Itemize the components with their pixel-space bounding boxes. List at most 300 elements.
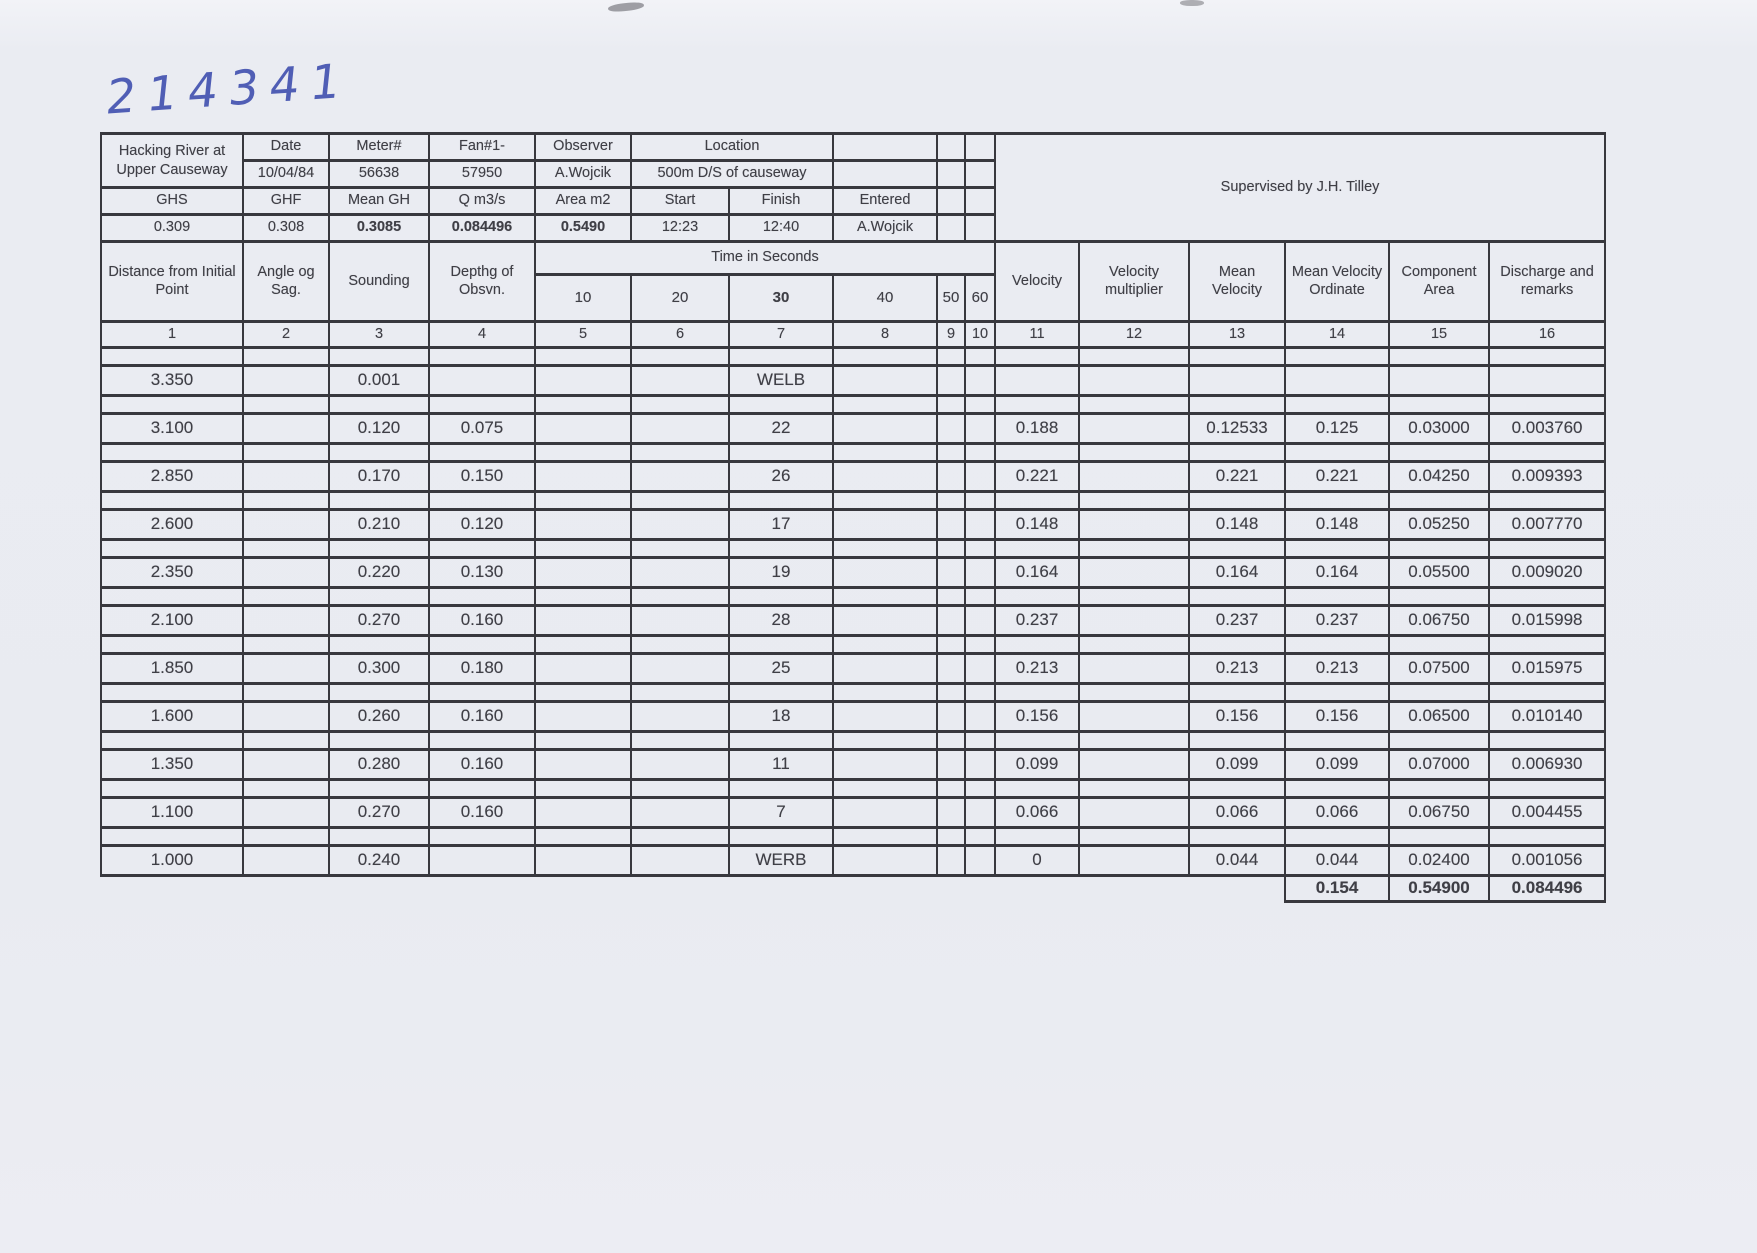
empty-cell: [1189, 492, 1285, 510]
col-number: 10: [965, 322, 995, 348]
cell-t40: [833, 750, 937, 780]
empty-cell: [243, 780, 329, 798]
empty-cell: [833, 444, 937, 462]
empty-cell: [429, 540, 535, 558]
empty-cell: [101, 444, 243, 462]
empty-cell: [995, 732, 1079, 750]
empty-cell: [1079, 396, 1189, 414]
measurement-row: [101, 654, 1605, 684]
empty-cell: [833, 780, 937, 798]
empty-cell: [1079, 828, 1189, 846]
cell-sounding: 0.240: [329, 846, 429, 876]
empty-cell: [1389, 588, 1489, 606]
cell-angle: [243, 750, 329, 780]
cell-distance: 1.850: [101, 654, 243, 684]
empty-cell: [995, 828, 1079, 846]
col-header-depth: Depthg of Obsvn.: [429, 242, 535, 322]
cell-component_area: 0.06500: [1389, 702, 1489, 732]
col-header-distance: Distance from Initial Point: [101, 242, 243, 322]
cell-angle: [243, 510, 329, 540]
entered-label: Entered: [833, 188, 937, 215]
cell-depth: [429, 366, 535, 396]
cell-t20: [631, 798, 729, 828]
cell-depth: 0.150: [429, 462, 535, 492]
cell-velocity: 0.099: [995, 750, 1079, 780]
cell-mean_velocity: 0.148: [1189, 510, 1285, 540]
cell-velocity: 0.156: [995, 702, 1079, 732]
cell-velocity: 0.066: [995, 798, 1079, 828]
empty-cell: [1285, 540, 1389, 558]
cell-distance: 3.350: [101, 366, 243, 396]
empty-cell: [429, 780, 535, 798]
cell-mean_velocity_ordinate: [1285, 366, 1389, 396]
cell-velocity_multiplier: [1079, 414, 1189, 444]
outside-table-area: [1189, 876, 1285, 902]
empty-cell: [937, 444, 965, 462]
time-tick-60: 60: [965, 275, 995, 322]
ghf-label: GHF: [243, 188, 329, 215]
empty-cell: [329, 588, 429, 606]
empty-cell: [729, 348, 833, 366]
outside-table-area: [429, 876, 535, 902]
empty-cell: [1489, 396, 1605, 414]
empty-cell: [965, 636, 995, 654]
empty-cell: [535, 684, 631, 702]
start-value: 12:23: [631, 215, 729, 242]
cell-component_area: 0.07000: [1389, 750, 1489, 780]
cell-t10: [535, 462, 631, 492]
cell-velocity: 0.213: [995, 654, 1079, 684]
cell-distance: 1.000: [101, 846, 243, 876]
cell-velocity: 0.148: [995, 510, 1079, 540]
empty-cell: [631, 444, 729, 462]
empty-cell: [1389, 780, 1489, 798]
empty-cell: [101, 780, 243, 798]
location-label: Location: [631, 134, 833, 161]
col-number: 13: [1189, 322, 1285, 348]
cell-mean_velocity: 0.12533: [1189, 414, 1285, 444]
empty-cell: [1285, 348, 1389, 366]
empty-cell: [833, 732, 937, 750]
cell-t20: [631, 846, 729, 876]
empty-cell: [729, 636, 833, 654]
scan-artifact: [608, 1, 645, 13]
empty-cell: [535, 492, 631, 510]
empty-cell: [1079, 636, 1189, 654]
cell-t10: [535, 702, 631, 732]
empty-cell: [1079, 684, 1189, 702]
empty-cell: [631, 540, 729, 558]
cell-t30: 26: [729, 462, 833, 492]
empty-cell: [965, 161, 995, 188]
date-label: Date: [243, 134, 329, 161]
cell-component_area: 0.06750: [1389, 606, 1489, 636]
empty-cell: [1285, 396, 1389, 414]
cell-velocity_multiplier: [1079, 558, 1189, 588]
cell-t10: [535, 654, 631, 684]
cell-discharge: 0.015998: [1489, 606, 1605, 636]
empty-cell: [1489, 444, 1605, 462]
empty-cell: [833, 134, 937, 161]
total-mean_velocity_ordinate: 0.154: [1285, 876, 1389, 902]
cell-mean_velocity: 0.237: [1189, 606, 1285, 636]
empty-cell: [833, 828, 937, 846]
empty-cell: [995, 540, 1079, 558]
cell-t50: [937, 558, 965, 588]
measurement-row: [101, 702, 1605, 732]
empty-cell: [631, 636, 729, 654]
cell-depth: 0.160: [429, 798, 535, 828]
cell-t50: [937, 414, 965, 444]
cell-component_area: 0.07500: [1389, 654, 1489, 684]
cell-t50: [937, 798, 965, 828]
cell-velocity: 0: [995, 846, 1079, 876]
cell-mean_velocity: 0.044: [1189, 846, 1285, 876]
cell-sounding: 0.220: [329, 558, 429, 588]
cell-t30: 7: [729, 798, 833, 828]
empty-cell: [965, 444, 995, 462]
cell-velocity: 0.188: [995, 414, 1079, 444]
empty-cell: [631, 348, 729, 366]
cell-t60: [965, 462, 995, 492]
cell-mean_velocity: 0.164: [1189, 558, 1285, 588]
empty-cell: [729, 684, 833, 702]
empty-cell: [995, 444, 1079, 462]
area-value: 0.5490: [535, 215, 631, 242]
empty-cell: [535, 348, 631, 366]
empty-cell: [1285, 636, 1389, 654]
empty-cell: [243, 684, 329, 702]
empty-cell: [631, 780, 729, 798]
empty-cell: [1489, 588, 1605, 606]
observer-label: Observer: [535, 134, 631, 161]
col-header-sounding: Sounding: [329, 242, 429, 322]
cell-distance: 2.850: [101, 462, 243, 492]
location-value: 500m D/S of causeway: [631, 161, 833, 188]
time-tick-40: 40: [833, 275, 937, 322]
start-label: Start: [631, 188, 729, 215]
empty-cell: [833, 540, 937, 558]
empty-cell: [937, 732, 965, 750]
outside-table-area: [243, 876, 329, 902]
cell-t20: [631, 414, 729, 444]
empty-cell: [1489, 684, 1605, 702]
cell-component_area: 0.06750: [1389, 798, 1489, 828]
cell-discharge: 0.009393: [1489, 462, 1605, 492]
outside-table-area: [631, 876, 729, 902]
empty-cell: [995, 780, 1079, 798]
cell-velocity_multiplier: [1079, 654, 1189, 684]
empty-cell: [937, 492, 965, 510]
empty-cell: [429, 732, 535, 750]
empty-cell: [243, 732, 329, 750]
empty-cell: [995, 636, 1079, 654]
measurement-row: [101, 846, 1605, 876]
cell-t60: [965, 846, 995, 876]
empty-cell: [729, 396, 833, 414]
measurement-row: [101, 558, 1605, 588]
cell-t40: [833, 510, 937, 540]
cell-t30: 11: [729, 750, 833, 780]
meter-label: Meter#: [329, 134, 429, 161]
cell-t30: 19: [729, 558, 833, 588]
time-in-seconds-group-header: Time in Seconds: [535, 242, 995, 275]
cell-t60: [965, 750, 995, 780]
empty-cell: [1079, 732, 1189, 750]
empty-cell: [1389, 348, 1489, 366]
empty-cell: [937, 161, 965, 188]
outside-table-area: [101, 876, 243, 902]
col-number: 16: [1489, 322, 1605, 348]
empty-cell: [729, 732, 833, 750]
cell-velocity_multiplier: [1079, 702, 1189, 732]
cell-sounding: 0.120: [329, 414, 429, 444]
cell-t20: [631, 510, 729, 540]
finish-label: Finish: [729, 188, 833, 215]
cell-sounding: 0.300: [329, 654, 429, 684]
empty-cell: [243, 588, 329, 606]
col-number: 12: [1079, 322, 1189, 348]
cell-depth: [429, 846, 535, 876]
empty-cell: [1079, 492, 1189, 510]
outside-table-area: [937, 876, 965, 902]
empty-cell: [1079, 588, 1189, 606]
empty-cell: [1285, 732, 1389, 750]
empty-cell: [1285, 684, 1389, 702]
cell-depth: 0.160: [429, 702, 535, 732]
empty-cell: [729, 828, 833, 846]
empty-cell: [1389, 444, 1489, 462]
outside-table-area: [535, 876, 631, 902]
cell-discharge: 0.009020: [1489, 558, 1605, 588]
empty-cell: [1489, 780, 1605, 798]
empty-cell: [329, 732, 429, 750]
cell-mean_velocity_ordinate: 0.156: [1285, 702, 1389, 732]
cell-t60: [965, 606, 995, 636]
time-tick-30: 30: [729, 275, 833, 322]
spacer-row: [101, 828, 1605, 846]
empty-cell: [1079, 444, 1189, 462]
empty-cell: [101, 396, 243, 414]
empty-cell: [937, 684, 965, 702]
empty-cell: [1489, 732, 1605, 750]
empty-cell: [965, 732, 995, 750]
empty-cell: [1489, 828, 1605, 846]
empty-cell: [937, 348, 965, 366]
empty-cell: [1189, 540, 1285, 558]
cell-t10: [535, 510, 631, 540]
empty-cell: [833, 636, 937, 654]
outside-table-area: [329, 876, 429, 902]
cell-t40: [833, 606, 937, 636]
empty-cell: [937, 540, 965, 558]
cell-mean_velocity_ordinate: 0.221: [1285, 462, 1389, 492]
empty-cell: [535, 828, 631, 846]
empty-cell: [329, 396, 429, 414]
col-number: 15: [1389, 322, 1489, 348]
cell-t50: [937, 654, 965, 684]
cell-t60: [965, 798, 995, 828]
spacer-row: [101, 492, 1605, 510]
col-number: 4: [429, 322, 535, 348]
cell-distance: 2.600: [101, 510, 243, 540]
cell-t10: [535, 750, 631, 780]
cell-depth: 0.120: [429, 510, 535, 540]
total-discharge: 0.084496: [1489, 876, 1605, 902]
cell-t30: 22: [729, 414, 833, 444]
empty-cell: [1189, 636, 1285, 654]
cell-component_area: 0.05250: [1389, 510, 1489, 540]
cell-velocity_multiplier: [1079, 366, 1189, 396]
empty-cell: [243, 348, 329, 366]
col-header-mean-velocity: Mean Velocity: [1189, 242, 1285, 322]
col-number: 11: [995, 322, 1079, 348]
cell-mean_velocity_ordinate: 0.237: [1285, 606, 1389, 636]
cell-mean_velocity_ordinate: 0.044: [1285, 846, 1389, 876]
empty-cell: [429, 636, 535, 654]
cell-t10: [535, 558, 631, 588]
cell-mean_velocity: [1189, 366, 1285, 396]
q-label: Q m3/s: [429, 188, 535, 215]
column-number-row: [101, 322, 1605, 348]
empty-cell: [965, 396, 995, 414]
empty-cell: [965, 215, 995, 242]
cell-depth: 0.160: [429, 606, 535, 636]
cell-angle: [243, 702, 329, 732]
empty-cell: [1389, 492, 1489, 510]
measurement-row: [101, 606, 1605, 636]
empty-cell: [101, 732, 243, 750]
empty-cell: [535, 636, 631, 654]
empty-cell: [329, 444, 429, 462]
cell-t60: [965, 558, 995, 588]
cell-sounding: 0.280: [329, 750, 429, 780]
empty-cell: [833, 396, 937, 414]
empty-cell: [535, 540, 631, 558]
cell-distance: 3.100: [101, 414, 243, 444]
cell-angle: [243, 606, 329, 636]
empty-cell: [1389, 636, 1489, 654]
cell-depth: 0.160: [429, 750, 535, 780]
cell-sounding: 0.210: [329, 510, 429, 540]
observer-value: A.Wojcik: [535, 161, 631, 188]
cell-distance: 2.100: [101, 606, 243, 636]
cell-t40: [833, 702, 937, 732]
cell-t40: [833, 654, 937, 684]
empty-cell: [631, 492, 729, 510]
date-value: 10/04/84: [243, 161, 329, 188]
empty-cell: [1389, 732, 1489, 750]
empty-cell: [995, 348, 1079, 366]
empty-cell: [937, 396, 965, 414]
station-name: Hacking River at Upper Causeway: [101, 134, 243, 188]
cell-t20: [631, 366, 729, 396]
cell-t50: [937, 606, 965, 636]
empty-cell: [937, 188, 965, 215]
ghs-label: GHS: [101, 188, 243, 215]
cell-angle: [243, 846, 329, 876]
empty-cell: [631, 588, 729, 606]
cell-mean_velocity_ordinate: 0.148: [1285, 510, 1389, 540]
empty-cell: [101, 684, 243, 702]
outside-table-area: [995, 876, 1079, 902]
empty-cell: [1189, 396, 1285, 414]
empty-cell: [329, 492, 429, 510]
outside-table-area: [729, 876, 833, 902]
empty-cell: [965, 588, 995, 606]
col-number: 3: [329, 322, 429, 348]
cell-t20: [631, 462, 729, 492]
empty-cell: [1389, 684, 1489, 702]
spacer-row: [101, 636, 1605, 654]
col-header-velocity: Velocity: [995, 242, 1079, 322]
col-header-component-area: Component Area: [1389, 242, 1489, 322]
col-number: 1: [101, 322, 243, 348]
col-number: 8: [833, 322, 937, 348]
empty-cell: [329, 828, 429, 846]
empty-cell: [1079, 348, 1189, 366]
empty-cell: [631, 828, 729, 846]
col-number: 5: [535, 322, 631, 348]
empty-cell: [1389, 828, 1489, 846]
empty-cell: [429, 828, 535, 846]
cell-discharge: 0.015975: [1489, 654, 1605, 684]
cell-depth: 0.075: [429, 414, 535, 444]
cell-t40: [833, 414, 937, 444]
spacer-row: [101, 732, 1605, 750]
empty-cell: [1079, 540, 1189, 558]
cell-sounding: 0.270: [329, 606, 429, 636]
empty-cell: [833, 492, 937, 510]
cell-discharge: 0.006930: [1489, 750, 1605, 780]
measurement-row: [101, 750, 1605, 780]
entered-value: A.Wojcik: [833, 215, 937, 242]
cell-sounding: 0.170: [329, 462, 429, 492]
cell-velocity: 0.221: [995, 462, 1079, 492]
total-component_area: 0.54900: [1389, 876, 1489, 902]
cell-t40: [833, 366, 937, 396]
cell-t30: WERB: [729, 846, 833, 876]
cell-velocity: 0.164: [995, 558, 1079, 588]
empty-cell: [1189, 444, 1285, 462]
empty-cell: [429, 396, 535, 414]
measurement-row: [101, 798, 1605, 828]
cell-angle: [243, 654, 329, 684]
empty-cell: [833, 161, 937, 188]
empty-cell: [995, 492, 1079, 510]
empty-cell: [243, 444, 329, 462]
cell-component_area: [1389, 366, 1489, 396]
col-header-discharge: Discharge and remarks: [1489, 242, 1605, 322]
cell-t50: [937, 510, 965, 540]
empty-cell: [631, 396, 729, 414]
cell-t30: 28: [729, 606, 833, 636]
empty-cell: [535, 780, 631, 798]
cell-velocity_multiplier: [1079, 606, 1189, 636]
empty-cell: [937, 780, 965, 798]
cell-t20: [631, 702, 729, 732]
empty-cell: [965, 828, 995, 846]
empty-cell: [429, 444, 535, 462]
cell-mean_velocity_ordinate: 0.099: [1285, 750, 1389, 780]
outside-table-area: [965, 876, 995, 902]
empty-cell: [1285, 588, 1389, 606]
cell-t20: [631, 750, 729, 780]
cell-depth: 0.130: [429, 558, 535, 588]
empty-cell: [995, 588, 1079, 606]
cell-t30: 25: [729, 654, 833, 684]
empty-cell: [1489, 636, 1605, 654]
